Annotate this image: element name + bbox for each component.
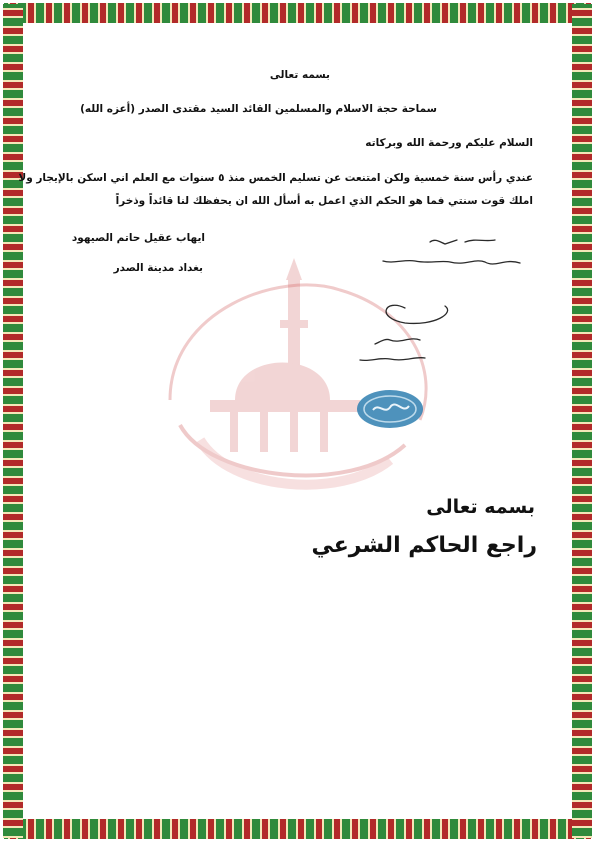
border-top	[4, 3, 591, 23]
letter-basmala: بسمه تعالى	[269, 69, 330, 81]
letter-body-line-2: املك قوت سنتي فما هو الحكم الذي اعمل به أسأل الله ان يحفظك لنا قائداً وذخراً	[115, 195, 533, 207]
handwritten-reply-signature	[345, 228, 545, 378]
letter-greeting: السلام عليكم ورحمة الله وبركاته	[365, 137, 533, 149]
border-left	[3, 4, 23, 838]
response-ruling: راجع الحاكم الشرعي	[311, 533, 537, 558]
office-stamp-icon	[355, 388, 425, 430]
border-right	[572, 4, 592, 838]
sender-name: ايهاب عقيل حاتم الصيهود	[71, 232, 205, 244]
sender-location: بغداد مدينة الصدر	[113, 262, 203, 274]
letter-body-line-1: عندي رأس سنة خمسية ولكن امتنعت عن تسليم الخمس منذ ٥ سنوات مع العلم اني اسكن بالإيجار ولا	[18, 172, 533, 184]
letter-addressee: سماحة حجة الاسلام والمسلمين القائد السيد مقتدى الصدر (أعزه الله)	[80, 103, 437, 115]
response-basmala: بسمه تعالى	[426, 496, 535, 518]
border-bottom	[4, 819, 591, 839]
